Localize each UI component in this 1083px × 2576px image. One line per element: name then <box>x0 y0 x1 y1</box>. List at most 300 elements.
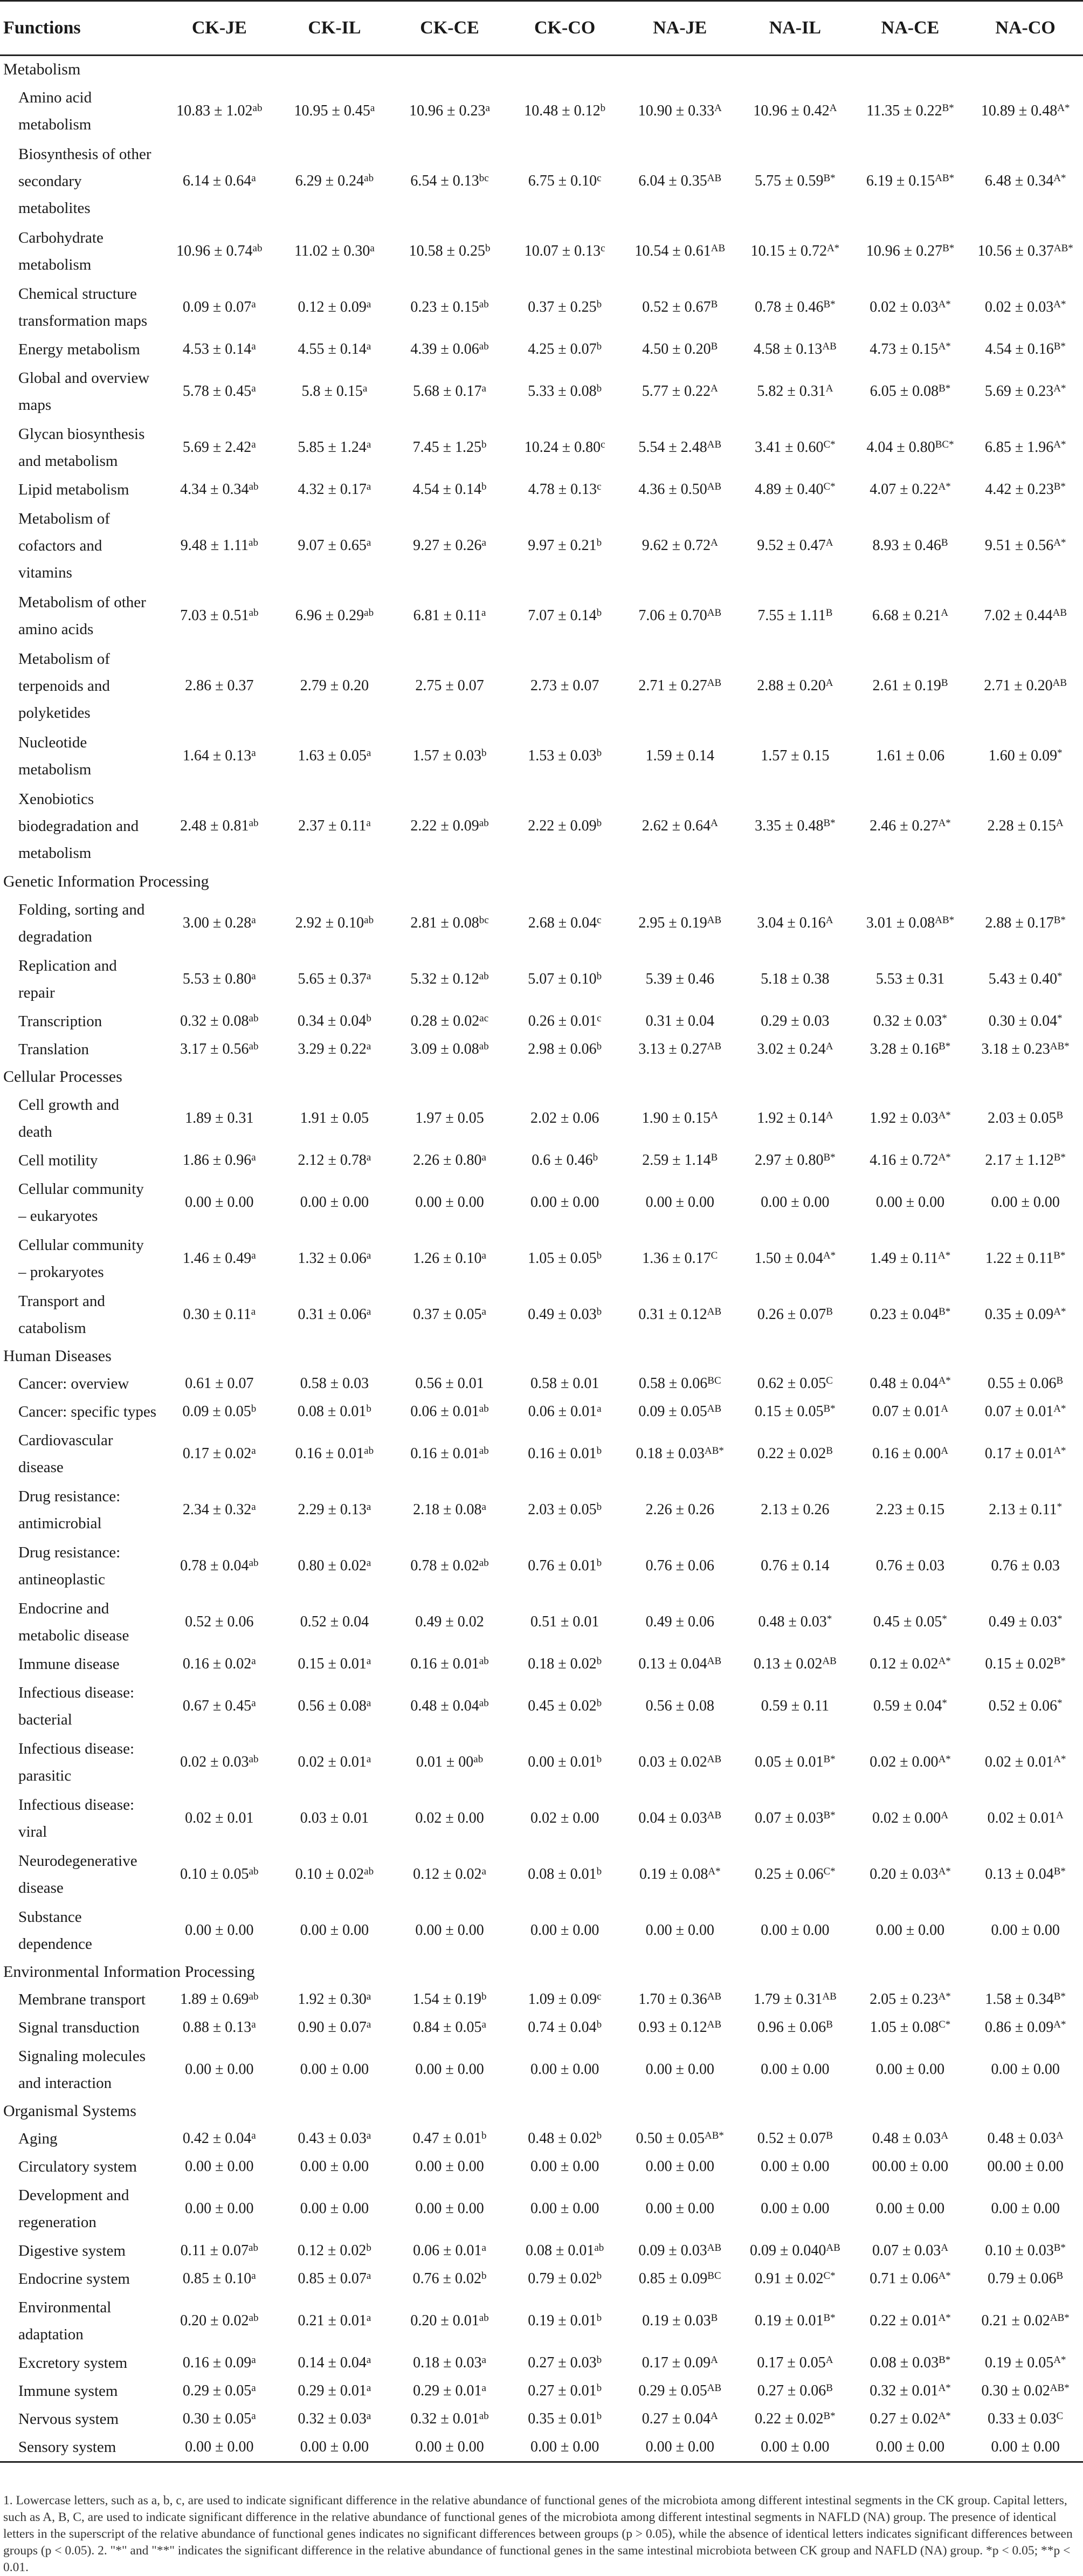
value-text: 0.35 ± 0.09 <box>984 1306 1054 1323</box>
value-text: 0.12 ± 0.09 <box>298 299 367 315</box>
value-text: 5.82 ± 0.31 <box>757 383 826 400</box>
value-text: 0.00 ± 0.00 <box>185 2438 254 2455</box>
value-text: 6.68 ± 0.21 <box>872 607 941 624</box>
value-cell <box>737 2153 853 2181</box>
significance-superscript: a <box>366 1152 371 1163</box>
table-row <box>0 1398 1083 1426</box>
value-cell <box>968 2237 1083 2265</box>
value-text: 0.00 ± 0.00 <box>991 2200 1060 2217</box>
value-cell <box>737 504 853 588</box>
value-text: 0.10 ± 0.05 <box>180 1866 249 1883</box>
value-cell <box>853 1538 968 1594</box>
header-ck-il: CK-IL <box>277 1 392 56</box>
value-text: 5.53 ± 0.31 <box>875 971 945 987</box>
significance-superscript: ab <box>479 818 489 829</box>
significance-superscript: ab <box>249 2242 258 2254</box>
value-text: 2.28 ± 0.15 <box>987 818 1056 834</box>
significance-superscript: A* <box>1053 2019 1066 2030</box>
value-text: 0.76 ± 0.14 <box>761 1557 830 1574</box>
significance-superscript: B <box>826 2130 833 2141</box>
value-cell <box>162 728 277 784</box>
significance-superscript: a <box>251 383 256 394</box>
significance-superscript: C <box>710 1250 718 1261</box>
significance-superscript: AB <box>707 173 722 184</box>
table-row <box>0 2042 1083 2098</box>
value-cell <box>968 1678 1083 1734</box>
value-text: 2.18 ± 0.08 <box>413 1501 482 1518</box>
value-text: 0.47 ± 0.01 <box>412 2130 481 2147</box>
value-text: 10.24 ± 0.80 <box>524 439 601 456</box>
value-text: 0.00 ± 0.00 <box>991 1194 1060 1211</box>
significance-superscript: B <box>826 1306 833 1317</box>
table-row <box>0 1090 1083 1146</box>
value-cell <box>162 2433 277 2462</box>
value-cell <box>277 83 392 139</box>
value-cell <box>507 1231 623 1287</box>
value-cell <box>737 139 853 223</box>
function-label-line: Cancer: overview <box>18 1375 129 1392</box>
category-title: Human Diseases <box>3 1347 112 1365</box>
value-text: 9.51 ± 0.56 <box>984 537 1054 554</box>
significance-superscript: a <box>251 2410 256 2422</box>
value-text: 10.96 ± 0.23 <box>409 102 486 119</box>
value-text: 0.00 ± 0.00 <box>645 2158 714 2175</box>
value-text: 4.39 ± 0.06 <box>410 341 479 358</box>
value-cell <box>277 1035 392 1063</box>
function-label-line: disease <box>18 1879 64 1897</box>
significance-superscript: a <box>481 2382 486 2394</box>
value-text: 0.49 ± 0.02 <box>415 1613 484 1630</box>
function-label-line: degradation <box>18 928 92 945</box>
value-cell <box>507 1287 623 1343</box>
table-row <box>0 2237 1083 2265</box>
value-cell <box>507 279 623 335</box>
value-text: 2.34 ± 0.32 <box>182 1501 252 1518</box>
significance-superscript: B* <box>942 102 954 114</box>
significance-superscript: B* <box>1053 1655 1066 1667</box>
table-row <box>0 1035 1083 1063</box>
value-cell <box>162 1231 277 1287</box>
significance-superscript: AB* <box>1053 243 1073 254</box>
value-cell <box>392 1398 507 1426</box>
value-cell <box>853 1231 968 1287</box>
significance-superscript: a <box>362 383 368 394</box>
value-text: 0.27 ± 0.04 <box>641 2410 711 2427</box>
value-cell <box>622 1398 737 1426</box>
value-cell <box>622 1678 737 1734</box>
value-cell <box>162 2293 277 2349</box>
value-cell <box>507 588 623 644</box>
value-cell <box>853 1790 968 1846</box>
value-cell <box>968 1902 1083 1959</box>
significance-superscript: ab <box>479 971 489 982</box>
value-cell <box>737 1482 853 1538</box>
value-text: 0.74 ± 0.04 <box>528 2019 597 2036</box>
significance-superscript: A <box>710 2354 718 2366</box>
significance-superscript: * <box>1057 1013 1063 1024</box>
value-cell <box>853 1986 968 2014</box>
value-cell <box>853 2293 968 2349</box>
value-cell <box>853 1426 968 1482</box>
category-title: Metabolism <box>3 60 81 78</box>
value-cell <box>277 279 392 335</box>
function-label-line: Development and <box>18 2187 129 2204</box>
value-cell <box>968 1090 1083 1146</box>
value-text: 6.05 ± 0.08 <box>870 383 939 400</box>
significance-superscript: ab <box>364 1866 374 1877</box>
function-label-line: Biosynthesis of other <box>18 146 151 163</box>
significance-superscript: C <box>1056 2410 1064 2422</box>
value-cell <box>737 588 853 644</box>
significance-superscript: C* <box>823 439 836 450</box>
significance-superscript: A <box>825 1041 833 1052</box>
value-cell <box>968 951 1083 1007</box>
value-text: 6.81 ± 0.11 <box>413 607 481 624</box>
value-cell <box>392 1035 507 1063</box>
value-cell <box>737 2433 853 2462</box>
function-label <box>0 2153 162 2181</box>
significance-superscript: A* <box>823 1250 836 1261</box>
value-cell <box>737 895 853 951</box>
significance-superscript: AB* <box>1050 2382 1070 2394</box>
function-label-line: biodegradation and <box>18 818 139 835</box>
value-cell <box>853 1007 968 1035</box>
significance-superscript: b <box>596 818 602 829</box>
value-text: 0.00 ± 0.00 <box>991 2438 1060 2455</box>
value-text: 1.70 ± 0.36 <box>638 1991 707 2008</box>
function-label <box>0 1594 162 1650</box>
significance-superscript: b <box>596 2019 602 2030</box>
significance-superscript: A* <box>938 481 951 492</box>
significance-superscript: BC* <box>935 439 954 450</box>
significance-superscript: ab <box>249 607 259 619</box>
function-label <box>0 951 162 1007</box>
value-cell <box>853 1734 968 1790</box>
significance-superscript: b <box>481 747 487 759</box>
value-cell <box>622 2349 737 2377</box>
value-cell <box>392 335 507 363</box>
value-cell <box>277 1426 392 1482</box>
significance-superscript: ab <box>479 1041 489 1052</box>
significance-superscript: b <box>596 537 602 548</box>
value-cell <box>968 2125 1083 2153</box>
value-cell <box>853 139 968 223</box>
value-text: 4.07 ± 0.22 <box>870 481 939 498</box>
value-text: 0.80 ± 0.02 <box>298 1557 367 1574</box>
significance-superscript: a <box>366 2382 371 2394</box>
value-cell <box>507 1986 623 2014</box>
significance-superscript: a <box>370 243 375 254</box>
value-cell <box>277 2405 392 2433</box>
value-text: 10.07 ± 0.13 <box>524 243 601 259</box>
value-cell <box>853 1287 968 1343</box>
value-cell <box>392 1174 507 1231</box>
value-text: 5.39 ± 0.46 <box>645 971 714 987</box>
value-cell <box>277 2377 392 2405</box>
value-cell <box>162 1426 277 1482</box>
value-cell <box>392 2237 507 2265</box>
value-cell <box>737 1986 853 2014</box>
value-cell <box>507 1370 623 1398</box>
value-cell <box>968 1007 1083 1035</box>
value-cell <box>392 279 507 335</box>
significance-superscript: a <box>366 2354 371 2366</box>
value-cell <box>162 83 277 139</box>
significance-superscript: B* <box>823 1754 836 1765</box>
value-text: 9.52 ± 0.47 <box>757 537 826 554</box>
value-text: 0.00 ± 0.00 <box>761 2200 830 2217</box>
value-text: 0.79 ± 0.02 <box>528 2270 597 2287</box>
value-text: 0.09 ± 0.05 <box>182 1403 251 1420</box>
value-text: 0.10 ± 0.03 <box>985 2242 1054 2259</box>
value-text: 2.17 ± 1.12 <box>985 1152 1054 1169</box>
significance-superscript: A <box>1056 1810 1064 1821</box>
significance-superscript: B* <box>823 2410 836 2422</box>
category-title: Cellular Processes <box>3 1068 122 1086</box>
value-cell <box>737 1650 853 1678</box>
significance-superscript: a <box>366 1501 371 1513</box>
significance-superscript: A* <box>1053 1306 1066 1317</box>
value-cell <box>392 2014 507 2042</box>
function-label-line: Drug resistance: <box>18 1544 121 1561</box>
value-cell <box>162 335 277 363</box>
value-text: 0.76 ± 0.03 <box>991 1557 1060 1574</box>
value-text: 11.02 ± 0.30 <box>294 243 370 259</box>
header-na-co: NA-CO <box>968 1 1083 56</box>
significance-superscript: B* <box>939 383 951 394</box>
value-text: 0.22 ± 0.02 <box>757 1445 826 1462</box>
value-cell <box>968 1370 1083 1398</box>
significance-superscript: b <box>481 1991 487 2002</box>
significance-superscript: a <box>251 2130 256 2141</box>
value-text: 2.12 ± 0.78 <box>298 1152 367 1169</box>
value-text: 10.96 ± 0.27 <box>866 243 943 259</box>
value-text: 10.54 ± 0.61 <box>634 243 711 259</box>
value-text: 0.32 ± 0.01 <box>410 2410 479 2427</box>
table-row <box>0 1370 1083 1398</box>
value-text: 10.48 ± 0.12 <box>524 102 601 119</box>
value-text: 1.92 ± 0.03 <box>870 1110 939 1126</box>
value-cell <box>968 2265 1083 2293</box>
significance-superscript: c <box>597 173 602 184</box>
function-label <box>0 1482 162 1538</box>
value-cell <box>968 1426 1083 1482</box>
value-cell <box>507 1790 623 1846</box>
value-text: 0.00 ± 0.00 <box>185 2200 254 2217</box>
significance-superscript: AB <box>710 243 726 254</box>
table-row <box>0 951 1083 1007</box>
significance-superscript: a <box>366 1754 371 1765</box>
value-text: 0.48 ± 0.04 <box>870 1375 939 1392</box>
value-cell <box>162 504 277 588</box>
value-text: 4.73 ± 0.15 <box>870 341 939 358</box>
significance-superscript: AB <box>1052 607 1067 619</box>
value-cell <box>853 420 968 476</box>
value-cell <box>392 2349 507 2377</box>
function-label <box>0 1790 162 1846</box>
value-cell <box>622 2237 737 2265</box>
value-cell <box>853 728 968 784</box>
value-cell <box>622 2293 737 2349</box>
significance-superscript: A <box>710 2410 718 2422</box>
value-cell <box>507 1146 623 1174</box>
value-cell <box>392 1370 507 1398</box>
value-cell <box>277 2237 392 2265</box>
value-text: 0.96 ± 0.06 <box>757 2019 826 2036</box>
value-text: 2.68 ± 0.04 <box>528 915 597 931</box>
value-cell <box>507 951 623 1007</box>
value-cell <box>968 2153 1083 2181</box>
function-label-line: metabolism <box>18 844 92 862</box>
value-text: 0.29 ± 0.03 <box>761 1013 830 1029</box>
value-text: 0.00 ± 0.00 <box>185 1922 254 1939</box>
function-label-line: metabolites <box>18 200 91 217</box>
function-label <box>0 1370 162 1398</box>
value-cell <box>507 1482 623 1538</box>
value-text: 0.52 ± 0.06 <box>988 1698 1058 1714</box>
function-label-line: adaptation <box>18 2326 84 2343</box>
function-label-line: Translation <box>18 1041 89 1058</box>
value-text: 5.53 ± 0.80 <box>182 971 252 987</box>
significance-superscript: a <box>251 2382 256 2394</box>
value-cell <box>162 644 277 728</box>
significance-superscript: AB <box>826 2242 840 2254</box>
value-cell <box>968 1035 1083 1063</box>
significance-superscript: c <box>601 243 605 254</box>
significance-superscript: a <box>366 1991 371 2002</box>
value-text: 0.58 ± 0.06 <box>638 1375 708 1392</box>
significance-superscript: b <box>596 299 602 310</box>
significance-superscript: ab <box>249 1866 259 1877</box>
significance-superscript: B* <box>823 299 836 310</box>
value-text: 0.00 ± 0.00 <box>875 2200 945 2217</box>
value-text: 4.16 ± 0.72 <box>870 1152 939 1169</box>
value-cell <box>622 1231 737 1287</box>
value-text: 0.09 ± 0.03 <box>638 2242 707 2259</box>
function-label-line: Infectious disease: <box>18 1684 135 1701</box>
significance-superscript: ab <box>594 2242 604 2254</box>
table-row <box>0 1650 1083 1678</box>
significance-superscript: AB* <box>1050 1041 1070 1052</box>
value-cell <box>162 1538 277 1594</box>
significance-superscript: BC <box>707 2270 721 2282</box>
significance-superscript: A* <box>938 2410 951 2422</box>
value-cell <box>622 1146 737 1174</box>
value-text: 0.09 ± 0.040 <box>749 2242 826 2259</box>
table-row <box>0 1007 1083 1035</box>
value-text: 3.29 ± 0.22 <box>298 1041 367 1057</box>
value-text: 5.43 ± 0.40 <box>988 971 1058 987</box>
value-cell <box>737 784 853 868</box>
value-text: 0.02 ± 0.01 <box>298 1754 367 1770</box>
value-text: 0.00 ± 0.00 <box>530 1194 599 1211</box>
value-text: 1.90 ± 0.15 <box>641 1110 711 1126</box>
value-text: 0.00 ± 0.00 <box>300 2158 369 2175</box>
value-text: 2.23 ± 0.15 <box>875 1501 945 1518</box>
value-text: 0.07 ± 0.03 <box>872 2242 941 2259</box>
value-text: 0.02 ± 0.00 <box>530 1810 599 1826</box>
value-cell <box>507 1426 623 1482</box>
value-cell <box>162 1287 277 1343</box>
value-text: 0.22 ± 0.02 <box>755 2410 824 2427</box>
value-text: 0.07 ± 0.01 <box>872 1403 941 1420</box>
function-label <box>0 2433 162 2462</box>
value-cell <box>622 644 737 728</box>
value-cell <box>392 1790 507 1846</box>
value-cell <box>392 223 507 279</box>
value-cell <box>392 784 507 868</box>
value-cell <box>622 420 737 476</box>
value-cell <box>737 279 853 335</box>
significance-superscript: B <box>710 341 718 352</box>
value-text: 1.05 ± 0.08 <box>870 2019 939 2036</box>
value-text: 0.00 ± 0.00 <box>645 1922 714 1939</box>
value-cell <box>968 223 1083 279</box>
significance-superscript: ab <box>479 299 489 310</box>
value-text: 2.61 ± 0.19 <box>872 677 941 694</box>
significance-superscript: B* <box>823 2312 836 2324</box>
significance-superscript: B* <box>823 1152 836 1163</box>
significance-superscript: AB <box>707 439 722 450</box>
value-text: 9.07 ± 0.65 <box>298 537 367 554</box>
value-text: 5.77 ± 0.22 <box>641 383 711 400</box>
value-cell <box>853 1902 968 1959</box>
value-text: 1.89 ± 0.31 <box>185 1110 254 1126</box>
significance-superscript: A* <box>938 1250 951 1261</box>
value-text: 0.67 ± 0.45 <box>182 1698 252 1714</box>
value-cell <box>622 2433 737 2462</box>
value-text: 1.09 ± 0.09 <box>528 1991 597 2008</box>
value-text: 0.01 ± 00 <box>416 1754 474 1770</box>
value-text: 0.06 ± 0.01 <box>410 1403 479 1420</box>
table-row <box>0 1174 1083 1231</box>
function-label-line: secondary <box>18 173 82 190</box>
significance-superscript: b <box>481 439 487 450</box>
significance-superscript: a <box>370 102 375 114</box>
value-text: 2.46 ± 0.27 <box>870 818 939 834</box>
value-cell <box>392 644 507 728</box>
significance-superscript: a <box>366 1557 371 1569</box>
value-text: 4.89 ± 0.40 <box>755 481 824 498</box>
value-text: 0.28 ± 0.02 <box>410 1013 480 1029</box>
value-text: 0.15 ± 0.01 <box>298 1655 367 1672</box>
value-cell <box>622 363 737 420</box>
significance-superscript: * <box>942 1698 947 1709</box>
significance-superscript: b <box>596 341 602 352</box>
significance-superscript: A* <box>938 299 951 310</box>
value-cell <box>277 1902 392 1959</box>
table-row <box>0 2293 1083 2349</box>
value-text: 1.49 ± 0.11 <box>870 1250 939 1267</box>
value-cell <box>737 2377 853 2405</box>
value-text: 7.07 ± 0.14 <box>528 607 597 624</box>
value-cell <box>162 1398 277 1426</box>
value-text: 0.85 ± 0.09 <box>638 2270 708 2287</box>
value-text: 0.02 ± 0.00 <box>872 1810 941 1826</box>
significance-superscript: a <box>366 2410 371 2422</box>
value-text: 0.00 ± 0.00 <box>645 2200 714 2217</box>
value-text: 2.48 ± 0.81 <box>180 818 249 834</box>
value-cell <box>507 1594 623 1650</box>
value-text: 0.00 ± 0.00 <box>530 2158 599 2175</box>
function-label <box>0 728 162 784</box>
function-label-line: Glycan biosynthesis <box>18 425 145 443</box>
value-text: 0.84 ± 0.05 <box>413 2019 482 2036</box>
significance-superscript: AB <box>707 677 722 689</box>
significance-superscript: b <box>366 1403 371 1414</box>
value-cell <box>737 2265 853 2293</box>
value-text: 0.00 ± 0.00 <box>761 2158 830 2175</box>
